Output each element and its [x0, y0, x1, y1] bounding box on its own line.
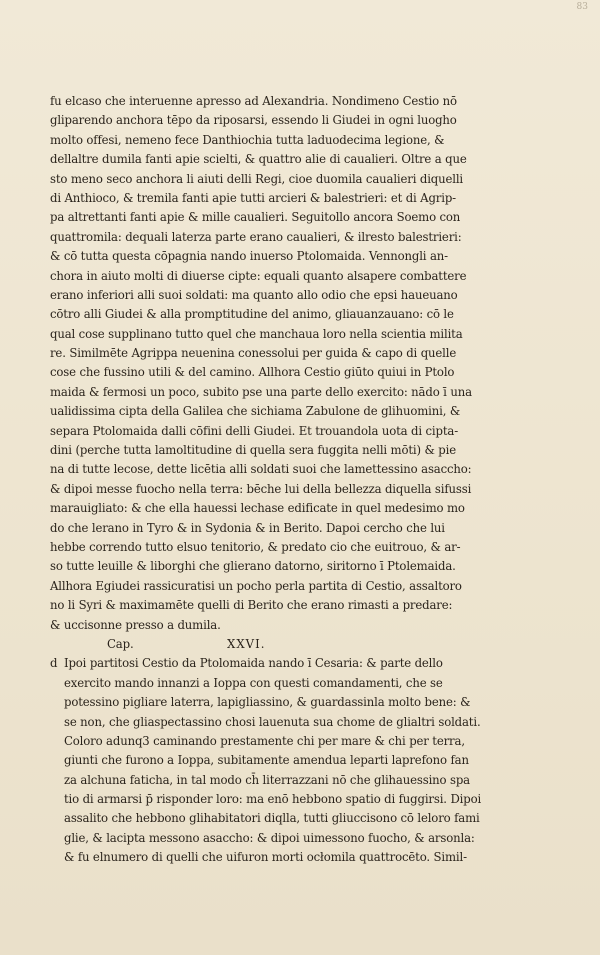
- text-line: [50, 344, 550, 363]
- text-line: [50, 189, 550, 208]
- line-text: tio di armarsi p̄ risponder loro: ma enō hebbono spatio di fuggirsi. Dipoi: [64, 792, 482, 807]
- text-line: [50, 460, 550, 479]
- line-text: do che lerano in Tyro & in Sydonia & in Berito. Dapoi cercho che lui: [50, 520, 445, 535]
- line-text: so tutte leuille & liborghi che glierano datorno, siritorno ī Ptolemaida.: [50, 559, 456, 574]
- line-text: sto meno seco anchora li aiuti delli Regi, cioe duomila caualieri diquelli: [50, 171, 464, 186]
- text-line: [50, 596, 550, 615]
- text-line: [64, 790, 550, 809]
- main-text-block: [50, 92, 550, 868]
- line-text: separa Ptolomaida dalli cōfini delli Giudei. Et trouandola uota di cipta-: [50, 423, 458, 438]
- line-text: ualidissima cipta della Galilea che sichiama Zabulone de glihuomini, &: [50, 404, 461, 419]
- text-line: [64, 693, 550, 712]
- line-text: maida & fermosi un poco, subito pse una parte dello exercito: nādo ī una: [50, 384, 472, 399]
- line-text: Ipoi partitosi Cestio da Ptolomaida nando ī Cesaria: & parte dello: [64, 656, 443, 671]
- line-text: cōtro alli Giudei & alla promptitudine del animo, gliauanzauano: cō le: [50, 307, 454, 322]
- line-text: di Anthioco, & tremila fanti apie tutti arcieri & balestrieri: et di Agrip-: [50, 190, 456, 205]
- line-text: re. Similmēte Agrippa neuenina conessolui per guida & capo di quelle: [50, 346, 457, 361]
- text-line: [64, 674, 550, 693]
- text-line: [64, 751, 550, 770]
- guide-letter: d: [50, 656, 58, 671]
- text-line: [50, 538, 550, 557]
- text-line: [50, 383, 550, 402]
- line-text: & uccisonne presso a dumila.: [50, 617, 221, 632]
- line-text: dini (perche tutta lamoltitudine di quella sera fuggita nelli mōti) & pie: [50, 443, 456, 458]
- line-text: pa altrettanti fanti apie & mille caualieri. Seguitollo ancora Soemo con: [50, 210, 461, 225]
- text-line: [50, 402, 550, 421]
- text-line: [50, 247, 550, 266]
- text-line: [50, 499, 550, 518]
- text-line: [64, 771, 550, 790]
- text-line: [50, 150, 550, 169]
- chapter-heading: [50, 635, 550, 654]
- folio-number: 83: [576, 2, 588, 12]
- line-text: za alchuna faticha, in tal modo ch̄ literrazzani nō che glihauessino spa: [64, 772, 470, 787]
- line-text: potessino pigliare laterra, lapigliassino, & guardassinla molto bene: &: [64, 695, 471, 710]
- text-line: [50, 111, 550, 130]
- line-text: se non, che gliaspectassino chosi lauenuta sua chome de glialtri soldati.: [64, 714, 481, 729]
- text-line: [50, 267, 550, 286]
- text-line: [50, 305, 550, 324]
- paragraph-1: [50, 92, 550, 635]
- text-line: [50, 616, 550, 635]
- line-text: & fu elnumero di quelli che uifuron morti ocłomila quattrocēto. Simil-: [64, 850, 467, 865]
- text-line: [64, 809, 550, 828]
- text-line: [50, 422, 550, 441]
- text-line: [50, 441, 550, 460]
- text-line: [64, 848, 550, 867]
- text-line: [50, 325, 550, 344]
- line-text: gliparendo anchora tēpo da riposarsi, essendo li Giudei in ogni luogho: [50, 113, 457, 128]
- line-text: molto offesi, nemeno fece Danthiochia tutta laduodecima legione, &: [50, 132, 445, 147]
- line-text: Allhora Egiudei rassicuratisi un pocho perla partita di Cestio, assaltoro: [50, 578, 462, 593]
- text-line: [50, 557, 550, 576]
- text-line: [50, 208, 550, 227]
- paragraph-2: [50, 654, 550, 867]
- text-line: [50, 92, 550, 111]
- text-line: [64, 732, 550, 751]
- text-line: [50, 286, 550, 305]
- text-line: [50, 519, 550, 538]
- line-text: qual cose supplinano tutto quel che manchaua loro nella scientia milita: [50, 326, 463, 341]
- text-line: [50, 654, 550, 673]
- text-line: [50, 170, 550, 189]
- line-text: & cō tutta questa cōpagnia nando inuerso Ptolomaida. Vennongli an-: [50, 249, 448, 264]
- line-text: exercito mando innanzi a Ioppa con questi comandamenti, che se: [64, 675, 443, 690]
- line-text: chora in aiuto molti di diuerse cipte: equali quanto alsapere combattere: [50, 268, 467, 283]
- text-line: [50, 363, 550, 382]
- line-text: dellaltre dumila fanti apie scielti, & quattro alie di caualieri. Oltre a que: [50, 152, 467, 167]
- line-text: fu elcaso che interuenne apresso ad Alexandria. Nondimeno Cestio nō: [50, 94, 457, 108]
- chapter-label: Cap.: [107, 636, 134, 651]
- text-line: [64, 829, 550, 848]
- line-text: & dipoi messe fuocho nella terra: bēche lui della bellezza diquella sifussi: [50, 481, 472, 496]
- line-text: assalito che hebbono glihabitatori diqlla, tutti gliuccisono cō leloro fami: [64, 811, 480, 826]
- line-text: na di tutte lecose, dette licētia alli soldati suoi che lamettessino asaccho:: [50, 462, 472, 477]
- line-text: giunti che furono a Ioppa, subitamente amendua leparti laprefono fan: [64, 753, 469, 768]
- line-text: glie, & lacipta messono asaccho: & dipoi uimessono fuocho, & arsonla:: [64, 830, 475, 845]
- line-text: hebbe correndo tutto elsuo tenitorio, & predato cio che euitrouo, & ar-: [50, 539, 461, 554]
- line-text: cose che fussino utili & del camino. Allhora Cestio giūto quiui in Ptolo: [50, 365, 455, 380]
- line-text: quattromila: dequali laterza parte erano caualieri, & ilresto balestrieri:: [50, 229, 462, 244]
- text-line: [50, 228, 550, 247]
- text-line: [64, 713, 550, 732]
- chapter-number: XXVI.: [227, 636, 266, 651]
- line-text: erano inferiori alli suoi soldati: ma quanto allo odio che epsi haueuano: [50, 287, 458, 302]
- text-line: [50, 131, 550, 150]
- line-text: Coloro adunq3 caminando prestamente chi per mare & chi per terra,: [64, 733, 465, 748]
- text-line: [50, 480, 550, 499]
- text-line: [50, 577, 550, 596]
- line-text: marauigliato: & che ella hauessi lechase edificate in quel medesimo mo: [50, 501, 465, 516]
- line-text: no li Syri & maximamēte quelli di Berito che erano rimasti a predare:: [50, 598, 453, 613]
